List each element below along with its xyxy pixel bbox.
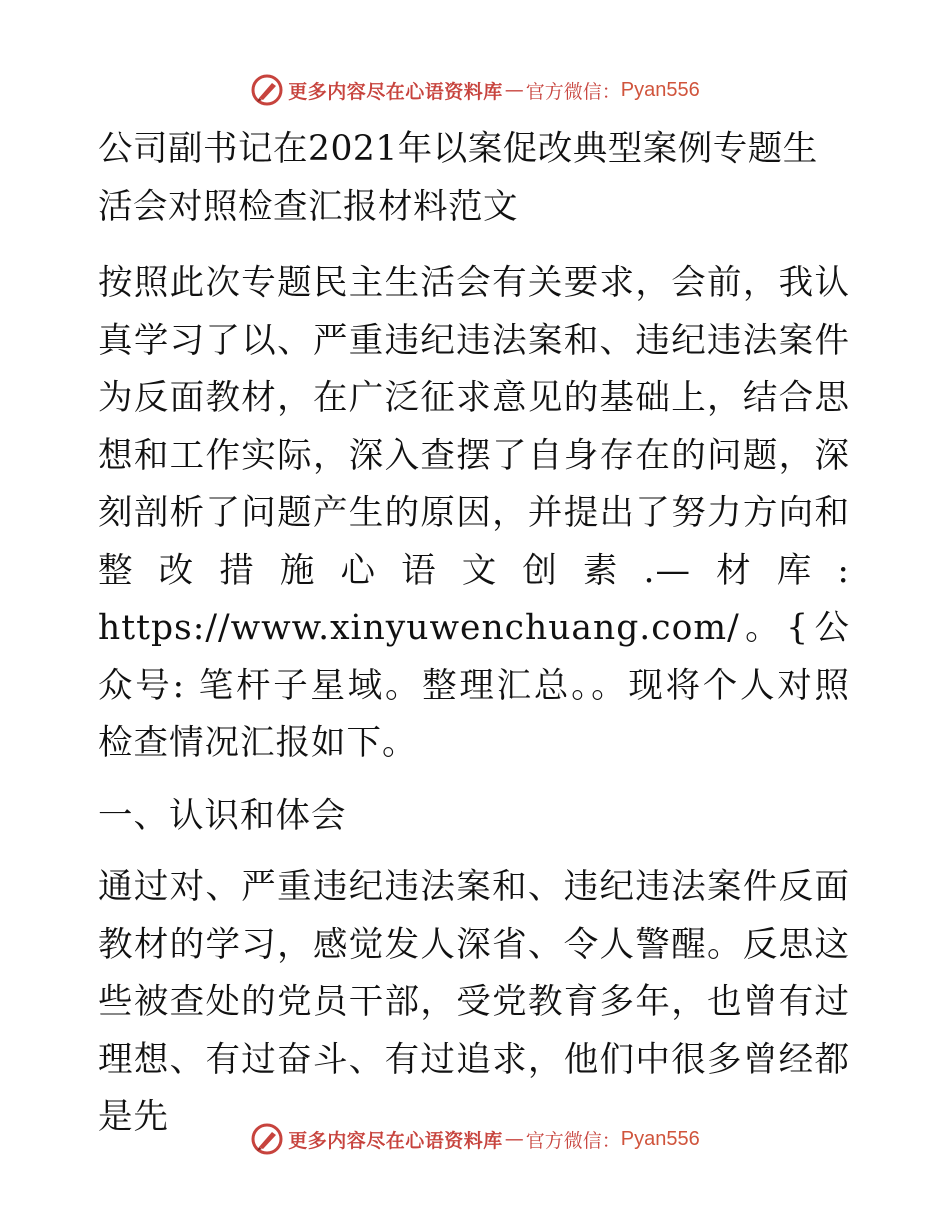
- document-title: 公司副书记在2021年以案促改典型案例专题生活会对照检查汇报材料范文: [98, 129, 818, 227]
- banner-wechat-label: 官方微信：: [525, 80, 621, 103]
- banner-separator: —: [504, 1128, 524, 1150]
- body-paragraph: 通过对、严重违纪违法案和、违纪违法案件反面教材的学习，感觉发人深省、令人警醒。反思这些被查处的党员干部，受党教育多年，也曾有过理想、有过奋斗、有过追求，他们中很多曾经都是先: [98, 867, 850, 1137]
- footer-banner: [0, 1119, 950, 1159]
- section-heading: 一、认识和体会: [98, 795, 347, 836]
- banner-wechat-id: Pyan556: [620, 1127, 700, 1150]
- banner-separator: —: [504, 79, 524, 101]
- header-banner: [0, 70, 950, 110]
- pen-logo-icon: [250, 73, 284, 107]
- document-body: [98, 120, 850, 1147]
- banner-wechat-id: Pyan556: [620, 78, 700, 101]
- banner-wechat-label: 官方微信：: [525, 1129, 621, 1152]
- intro-paragraph: 按照此次专题民主生活会有关要求，会前，我认真学习了以、严重违纪违法案和、违纪违法案件为反面教材，在广泛征求意见的基础上，结合思想和工作实际，深入查摆了自身存在的问题，深刻剖析了问题产生的原因，并提出了努力方向和整改措施心语文创素.—材库: https://www.xinyuwenchuang.com/。{公众号: 笔杆子星域。整理汇总。。现将个人对照检查情况汇报如下。: [98, 263, 850, 763]
- banner-main-text: 更多内容尽在心语资料库: [288, 1129, 503, 1152]
- banner-main-text: 更多内容尽在心语资料库: [288, 80, 503, 103]
- pen-logo-icon: [250, 1122, 284, 1156]
